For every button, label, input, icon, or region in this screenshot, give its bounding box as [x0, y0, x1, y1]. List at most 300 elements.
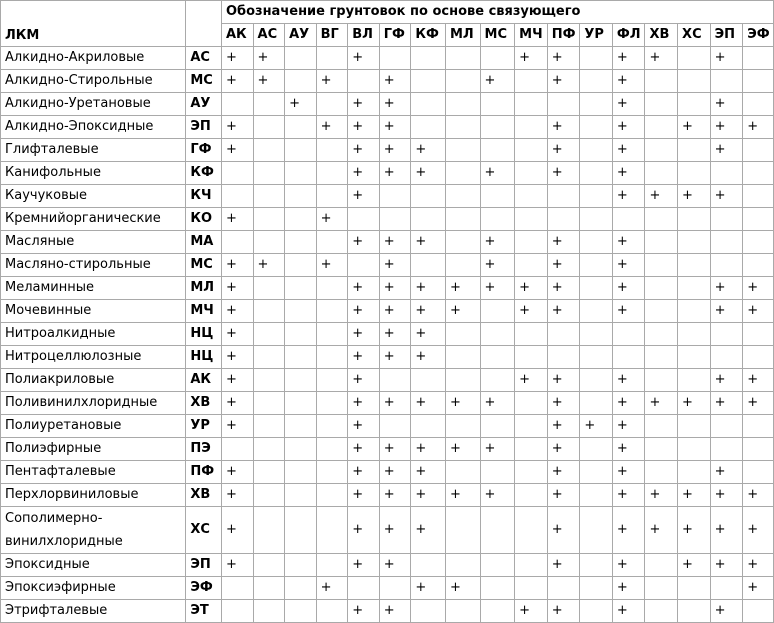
- compatibility-cell: +: [743, 369, 774, 392]
- compatibility-cell: [743, 185, 774, 208]
- compatibility-cell: +: [221, 139, 253, 162]
- compatibility-cell: [253, 461, 285, 484]
- compatibility-cell: [285, 484, 317, 507]
- compatibility-cell: +: [547, 231, 580, 254]
- compatibility-cell: +: [445, 300, 480, 323]
- compatibility-cell: [411, 415, 446, 438]
- compatibility-cell: [515, 231, 548, 254]
- compatibility-cell: [253, 277, 285, 300]
- compatibility-cell: [316, 415, 348, 438]
- compatibility-cell: [743, 600, 774, 623]
- compatibility-cell: +: [678, 507, 711, 554]
- group-title: Обозначение грунтовок по основе связующего: [221, 1, 773, 24]
- compatibility-cell: +: [348, 162, 380, 185]
- compatibility-cell: [316, 139, 348, 162]
- corner-label: ЛКМ: [1, 1, 186, 47]
- compatibility-cell: [580, 254, 613, 277]
- compatibility-cell: +: [480, 392, 515, 415]
- compatibility-cell: +: [411, 300, 446, 323]
- compatibility-cell: [645, 139, 678, 162]
- compatibility-cell: +: [580, 415, 613, 438]
- compatibility-cell: [580, 554, 613, 577]
- compatibility-cell: +: [411, 438, 446, 461]
- compatibility-cell: +: [316, 70, 348, 93]
- compatibility-cell: [445, 346, 480, 369]
- compatibility-cell: +: [678, 554, 711, 577]
- compatibility-cell: +: [221, 507, 253, 554]
- compatibility-cell: +: [221, 461, 253, 484]
- compatibility-cell: +: [221, 484, 253, 507]
- coating-code: КФ: [186, 162, 222, 185]
- compatibility-cell: [678, 369, 711, 392]
- compatibility-cell: +: [221, 300, 253, 323]
- compatibility-cell: [411, 70, 446, 93]
- compatibility-cell: [285, 139, 317, 162]
- code-header-blank: [186, 1, 222, 47]
- coating-name: Алкидно-Акриловые: [1, 47, 186, 70]
- compatibility-cell: [379, 415, 411, 438]
- compatibility-cell: [411, 47, 446, 70]
- compatibility-cell: [445, 323, 480, 346]
- compatibility-cell: [480, 577, 515, 600]
- column-header: ГФ: [379, 24, 411, 47]
- compatibility-cell: +: [348, 369, 380, 392]
- compatibility-cell: [445, 231, 480, 254]
- compatibility-cell: +: [612, 162, 645, 185]
- coating-code: ЭФ: [186, 577, 222, 600]
- compatibility-cell: +: [547, 415, 580, 438]
- compatibility-cell: +: [316, 577, 348, 600]
- compatibility-cell: [445, 139, 480, 162]
- compatibility-cell: +: [612, 484, 645, 507]
- compatibility-cell: [645, 577, 678, 600]
- compatibility-cell: [678, 600, 711, 623]
- coating-name: Масляные: [1, 231, 186, 254]
- compatibility-cell: +: [515, 47, 548, 70]
- compatibility-cell: +: [480, 254, 515, 277]
- compatibility-cell: [285, 277, 317, 300]
- coating-name: Эпоксидные: [1, 554, 186, 577]
- compatibility-cell: [743, 70, 774, 93]
- compatibility-cell: [580, 47, 613, 70]
- compatibility-cell: [515, 484, 548, 507]
- compatibility-cell: [480, 208, 515, 231]
- compatibility-cell: +: [612, 438, 645, 461]
- compatibility-cell: [379, 577, 411, 600]
- column-header: УР: [580, 24, 613, 47]
- table-row: [1, 70, 774, 93]
- coating-name: Пентафталевые: [1, 461, 186, 484]
- table-row: [1, 323, 774, 346]
- compatibility-cell: +: [379, 392, 411, 415]
- compatibility-cell: [445, 185, 480, 208]
- compatibility-cell: [445, 70, 480, 93]
- compatibility-cell: [710, 323, 743, 346]
- compatibility-cell: [547, 208, 580, 231]
- compatibility-cell: [285, 369, 317, 392]
- coating-code: ХВ: [186, 484, 222, 507]
- compatibility-cell: [743, 93, 774, 116]
- compatibility-cell: [445, 600, 480, 623]
- compatibility-cell: +: [612, 277, 645, 300]
- compatibility-cell: +: [710, 600, 743, 623]
- compatibility-cell: +: [678, 484, 711, 507]
- compatibility-cell: [316, 392, 348, 415]
- coating-code: ЭТ: [186, 600, 222, 623]
- compatibility-cell: [515, 93, 548, 116]
- compatibility-cell: [253, 93, 285, 116]
- compatibility-cell: [285, 507, 317, 554]
- compatibility-cell: [348, 70, 380, 93]
- compatibility-cell: +: [710, 392, 743, 415]
- coating-code: АУ: [186, 93, 222, 116]
- compatibility-cell: +: [612, 577, 645, 600]
- compatibility-cell: +: [221, 392, 253, 415]
- coating-name: Сополимерно-винилхлоридные: [1, 507, 186, 554]
- compatibility-cell: [515, 438, 548, 461]
- compatibility-cell: +: [612, 392, 645, 415]
- coating-name: Алкидно-Уретановые: [1, 93, 186, 116]
- compatibility-cell: +: [379, 70, 411, 93]
- compatibility-cell: [743, 231, 774, 254]
- coating-code: АС: [186, 47, 222, 70]
- compatibility-cell: +: [547, 369, 580, 392]
- compatibility-cell: [480, 554, 515, 577]
- compatibility-cell: [515, 346, 548, 369]
- compatibility-cell: [515, 577, 548, 600]
- compatibility-cell: +: [348, 484, 380, 507]
- compatibility-cell: [285, 70, 317, 93]
- compatibility-cell: +: [678, 116, 711, 139]
- compatibility-cell: +: [710, 277, 743, 300]
- table-row: [1, 346, 774, 369]
- compatibility-cell: +: [612, 300, 645, 323]
- compatibility-cell: [253, 231, 285, 254]
- compatibility-cell: [645, 231, 678, 254]
- compatibility-cell: +: [515, 600, 548, 623]
- compatibility-cell: [316, 185, 348, 208]
- compatibility-cell: +: [221, 116, 253, 139]
- compatibility-cell: +: [221, 47, 253, 70]
- coating-code: ПЭ: [186, 438, 222, 461]
- compatibility-cell: +: [743, 484, 774, 507]
- coating-name: Этрифталевые: [1, 600, 186, 623]
- compatibility-cell: +: [547, 554, 580, 577]
- compatibility-cell: [645, 415, 678, 438]
- compatibility-cell: [316, 484, 348, 507]
- column-header: ЭФ: [743, 24, 774, 47]
- compatibility-cell: +: [379, 484, 411, 507]
- compatibility-cell: +: [547, 254, 580, 277]
- compatibility-cell: [285, 554, 317, 577]
- compatibility-cell: [480, 323, 515, 346]
- compatibility-cell: [645, 369, 678, 392]
- compatibility-cell: +: [547, 600, 580, 623]
- compatibility-cell: +: [515, 277, 548, 300]
- compatibility-cell: [678, 346, 711, 369]
- compatibility-cell: +: [253, 47, 285, 70]
- table-row: [1, 254, 774, 277]
- compatibility-cell: +: [379, 139, 411, 162]
- compatibility-cell: +: [445, 577, 480, 600]
- compatibility-cell: [445, 47, 480, 70]
- compatibility-cell: [515, 70, 548, 93]
- compatibility-cell: +: [379, 277, 411, 300]
- coating-code: УР: [186, 415, 222, 438]
- compatibility-cell: +: [221, 254, 253, 277]
- compatibility-cell: +: [379, 461, 411, 484]
- compatibility-cell: [316, 162, 348, 185]
- coating-name: Поливинилхлоридные: [1, 392, 186, 415]
- compatibility-cell: +: [612, 369, 645, 392]
- compatibility-cell: [253, 484, 285, 507]
- compatibility-cell: [580, 577, 613, 600]
- compatibility-cell: [580, 438, 613, 461]
- table-row: [1, 300, 774, 323]
- column-header: ХВ: [645, 24, 678, 47]
- compatibility-cell: +: [612, 415, 645, 438]
- coating-code: ГФ: [186, 139, 222, 162]
- compatibility-cell: [645, 438, 678, 461]
- compatibility-cell: +: [348, 438, 380, 461]
- compatibility-cell: [678, 277, 711, 300]
- compatibility-cell: [445, 554, 480, 577]
- compatibility-cell: +: [348, 116, 380, 139]
- compatibility-cell: [253, 208, 285, 231]
- compatibility-cell: +: [379, 231, 411, 254]
- compatibility-cell: +: [710, 185, 743, 208]
- coating-code: ПФ: [186, 461, 222, 484]
- compatibility-cell: [678, 438, 711, 461]
- compatibility-cell: [515, 415, 548, 438]
- compatibility-cell: [480, 415, 515, 438]
- compatibility-cell: [515, 461, 548, 484]
- compatibility-cell: [743, 254, 774, 277]
- compatibility-cell: [253, 323, 285, 346]
- compatibility-cell: +: [411, 507, 446, 554]
- compatibility-cell: +: [547, 461, 580, 484]
- compatibility-cell: +: [547, 139, 580, 162]
- compatibility-cell: +: [515, 300, 548, 323]
- compatibility-cell: +: [348, 231, 380, 254]
- compatibility-cell: [445, 93, 480, 116]
- compatibility-cell: [645, 461, 678, 484]
- coating-name: Алкидно-Эпоксидные: [1, 116, 186, 139]
- compatibility-cell: [580, 346, 613, 369]
- compatibility-cell: [580, 116, 613, 139]
- compatibility-cell: [316, 507, 348, 554]
- compatibility-cell: +: [645, 47, 678, 70]
- compatibility-cell: +: [743, 116, 774, 139]
- compatibility-cell: [411, 369, 446, 392]
- table-row: [1, 162, 774, 185]
- compatibility-cell: +: [379, 600, 411, 623]
- compatibility-cell: +: [316, 116, 348, 139]
- compatibility-cell: [645, 346, 678, 369]
- compatibility-cell: [645, 554, 678, 577]
- compatibility-cell: [316, 323, 348, 346]
- column-header: МЛ: [445, 24, 480, 47]
- compatibility-cell: [285, 438, 317, 461]
- compatibility-cell: [710, 438, 743, 461]
- compatibility-cell: +: [379, 162, 411, 185]
- compatibility-cell: +: [710, 554, 743, 577]
- compatibility-cell: [678, 139, 711, 162]
- compatibility-cell: [645, 600, 678, 623]
- compatibility-cell: [580, 277, 613, 300]
- compatibility-cell: +: [379, 554, 411, 577]
- coating-name: Канифольные: [1, 162, 186, 185]
- column-header: АК: [221, 24, 253, 47]
- coating-name: Перхлорвиниловые: [1, 484, 186, 507]
- compatibility-cell: +: [547, 438, 580, 461]
- compatibility-cell: +: [348, 139, 380, 162]
- compatibility-cell: +: [645, 507, 678, 554]
- compatibility-cell: [316, 93, 348, 116]
- compatibility-cell: [580, 70, 613, 93]
- compatibility-cell: +: [411, 392, 446, 415]
- compatibility-cell: +: [445, 484, 480, 507]
- compatibility-cell: [645, 70, 678, 93]
- coating-name: Полиэфирные: [1, 438, 186, 461]
- compatibility-cell: +: [411, 346, 446, 369]
- compatibility-cell: +: [221, 208, 253, 231]
- compatibility-cell: [547, 93, 580, 116]
- compatibility-cell: +: [710, 484, 743, 507]
- compatibility-cell: [253, 577, 285, 600]
- compatibility-cell: [710, 162, 743, 185]
- table-row: [1, 392, 774, 415]
- compatibility-cell: [547, 346, 580, 369]
- compatibility-cell: +: [348, 507, 380, 554]
- compatibility-cell: [253, 116, 285, 139]
- compatibility-cell: [316, 369, 348, 392]
- compatibility-cell: +: [612, 70, 645, 93]
- compatibility-cell: +: [612, 139, 645, 162]
- coating-name: Алкидно-Стирольные: [1, 70, 186, 93]
- compatibility-cell: [316, 600, 348, 623]
- compatibility-cell: +: [348, 600, 380, 623]
- compatibility-cell: [253, 392, 285, 415]
- compatibility-cell: +: [348, 415, 380, 438]
- compatibility-cell: [445, 507, 480, 554]
- compatibility-cell: [515, 162, 548, 185]
- compatibility-cell: [285, 162, 317, 185]
- compatibility-cell: +: [612, 116, 645, 139]
- coating-name: Масляно-стирольные: [1, 254, 186, 277]
- compatibility-cell: +: [348, 47, 380, 70]
- coating-code: КЧ: [186, 185, 222, 208]
- compatibility-cell: [285, 47, 317, 70]
- compatibility-cell: +: [379, 300, 411, 323]
- coating-name: Меламинные: [1, 277, 186, 300]
- compatibility-cell: [743, 461, 774, 484]
- compatibility-cell: [580, 369, 613, 392]
- compatibility-cell: +: [316, 208, 348, 231]
- compatibility-cell: [411, 116, 446, 139]
- table-row: [1, 47, 774, 70]
- compatibility-cell: +: [411, 231, 446, 254]
- compatibility-cell: [580, 323, 613, 346]
- compatibility-cell: +: [547, 162, 580, 185]
- compatibility-cell: [480, 507, 515, 554]
- compatibility-cell: +: [480, 277, 515, 300]
- compatibility-cell: [480, 47, 515, 70]
- compatibility-cell: [678, 461, 711, 484]
- table-row: [1, 577, 774, 600]
- compatibility-cell: +: [480, 484, 515, 507]
- compatibility-cell: +: [480, 438, 515, 461]
- compatibility-cell: [316, 47, 348, 70]
- compatibility-cell: [285, 116, 317, 139]
- compatibility-cell: [316, 300, 348, 323]
- compatibility-cell: [379, 185, 411, 208]
- compatibility-cell: [580, 484, 613, 507]
- compatibility-cell: +: [348, 185, 380, 208]
- compatibility-cell: +: [547, 484, 580, 507]
- compatibility-cell: +: [221, 70, 253, 93]
- coating-code: ХС: [186, 507, 222, 554]
- compatibility-cell: [411, 254, 446, 277]
- compatibility-cell: [547, 577, 580, 600]
- compatibility-cell: [645, 254, 678, 277]
- compatibility-cell: +: [547, 116, 580, 139]
- compatibility-cell: [411, 185, 446, 208]
- compatibility-cell: +: [348, 392, 380, 415]
- compatibility-cell: [710, 231, 743, 254]
- coating-name: Эпоксиэфирные: [1, 577, 186, 600]
- table-row: [1, 554, 774, 577]
- compatibility-cell: +: [547, 300, 580, 323]
- compatibility-cell: [710, 70, 743, 93]
- coating-code: МС: [186, 70, 222, 93]
- compatibility-cell: [580, 300, 613, 323]
- compatibility-cell: +: [379, 507, 411, 554]
- compatibility-cell: [515, 254, 548, 277]
- compatibility-cell: [678, 577, 711, 600]
- compatibility-cell: +: [710, 139, 743, 162]
- compatibility-cell: [743, 139, 774, 162]
- compatibility-cell: +: [379, 93, 411, 116]
- compatibility-cell: [710, 208, 743, 231]
- compatibility-cell: [710, 415, 743, 438]
- compatibility-cell: +: [515, 369, 548, 392]
- compatibility-cell: [580, 461, 613, 484]
- compatibility-cell: [411, 208, 446, 231]
- compatibility-cell: [678, 323, 711, 346]
- compatibility-cell: +: [743, 300, 774, 323]
- compatibility-cell: +: [411, 323, 446, 346]
- compatibility-cell: +: [645, 484, 678, 507]
- compatibility-cell: [480, 346, 515, 369]
- compatibility-cell: [515, 208, 548, 231]
- compatibility-cell: [221, 185, 253, 208]
- compatibility-cell: +: [710, 93, 743, 116]
- table-row: [1, 185, 774, 208]
- compatibility-cell: +: [411, 461, 446, 484]
- compatibility-cell: +: [710, 300, 743, 323]
- table-row: [1, 277, 774, 300]
- compatibility-cell: [285, 231, 317, 254]
- compatibility-cell: [678, 415, 711, 438]
- compatibility-cell: +: [221, 554, 253, 577]
- compatibility-cell: [348, 254, 380, 277]
- coating-name: Нитроцеллюлозные: [1, 346, 186, 369]
- compatibility-cell: [480, 369, 515, 392]
- table-row: [1, 116, 774, 139]
- compatibility-cell: [678, 208, 711, 231]
- compatibility-cell: [445, 461, 480, 484]
